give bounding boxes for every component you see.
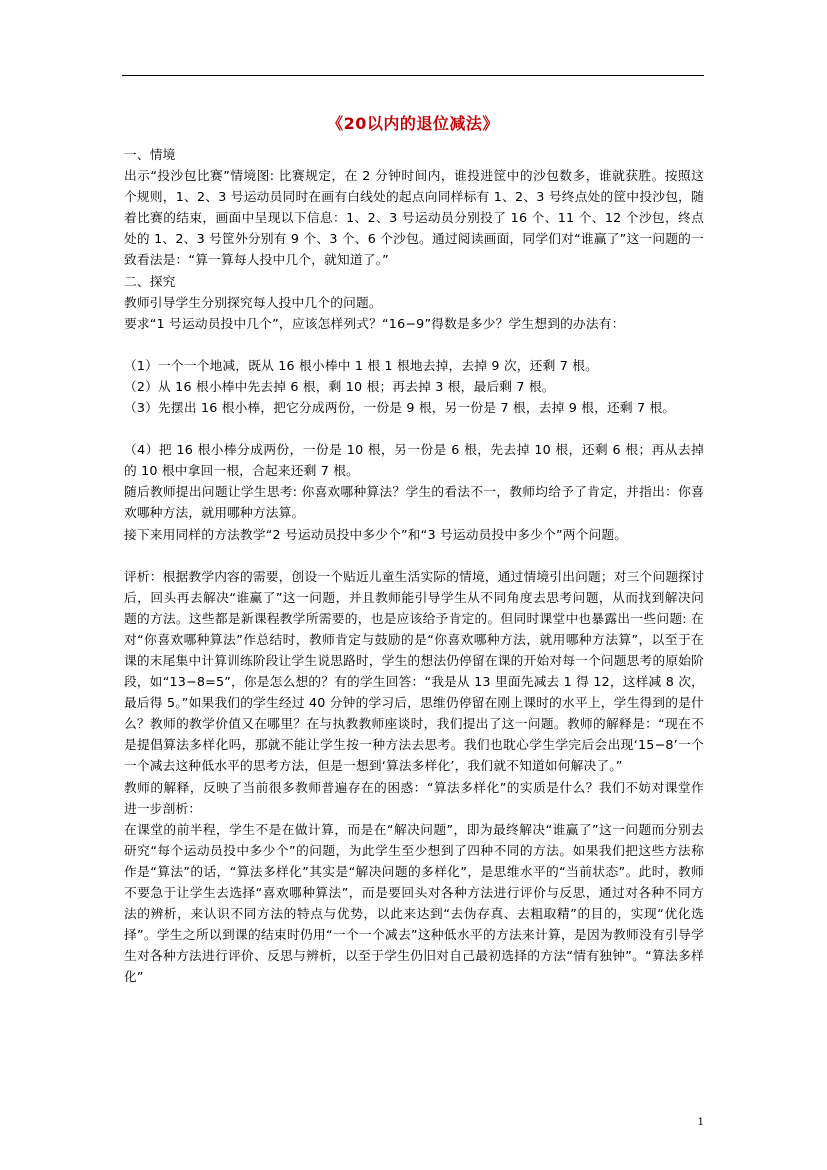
- page-number: 1: [697, 1117, 704, 1128]
- follow-up-paragraph: 随后教师提出问题让学生思考: 你喜欢哪种算法？学生的看法不一，教师均给予了肯定，并指出：你喜欢哪种方法，就用哪种方法算。: [124, 484, 704, 521]
- document-title: 《20以内的退位减法》: [327, 114, 499, 133]
- next-step-paragraph: 接下来用同样的方法教学“2 号运动员投中多少个”和“3 号运动员投中多少个”两个问题。: [124, 526, 628, 542]
- explore-intro: 教师引导学生分别探究每人投中几个的问题。: [124, 294, 382, 310]
- review-paragraph-1: 评析：根据教学内容的需要，创设一个贴近儿童生活实际的情境，通过情境引出问题；对三个问题探讨后，回头再去解决“谁赢了”这一问题，并且教师能引导学生从不同角度去思考问题，从而找到解决问题的方法。这些都是新课程教学所需要的，也是应该给予肯定的。但同时课堂中也暴露出一些问题: 在对“你喜欢哪种算法”作总结时，教师肯定与鼓励的是“你喜欢哪种方法，就用哪种方法算”，以至于在课的末尾集中计算训练阶段让学生说思路时，学生的想法仍停留在课的开始对每一个问题思考的原始阶段，如“13−8=5”，你是怎么想的？有的学生回答：“我是从 13 里面先减去 1 得 12，这样减 8 次，最后得 5。”如果我们的学生经过 40 分钟的学习后，思维仍停留在刚上课时的水平上，学生得到的是什么？教师的教学价值又在哪里？在与执教教师座谈时，我们提出了这一问题。教师的解释是：“现在不是提倡算法多样化吗，那就不能让学生按一种方法去思考。我们也耽心学生学完后会出现‘15−8’一个一个减去这种低水平的思考方法，但是一想到‘算法多样化’，我们就不知道如何解决了。”: [124, 568, 704, 774]
- review-paragraph-2: 教师的解释，反映了当前很多教师普遍存在的困惑：“算法多样化”的实质是什么？我们不妨对课堂作进一步剖析：: [124, 779, 704, 816]
- explore-question: 要求“1 号运动员投中几个”，应该怎样列式？“16−9”得数是多少？学生想到的办法有：: [124, 315, 625, 331]
- method-4: （4）把 16 根小棒分成两份，一份是 10 根，另一份是 6 根，先去掉 10 根，还剩 6 根；再从去掉的 10 根中拿回一根，合起来还剩 7 根。: [124, 442, 704, 479]
- method-3: （3）先摆出 16 根小棒，把它分成两份，一份是 9 根，另一份是 7 根，去掉 9 根，还剩 7 根。: [124, 400, 676, 416]
- method-1: （1）一个一个地减，既从 16 根小棒中 1 根 1 根地去掉，去掉 9 次，还剩 7 根。: [124, 357, 598, 373]
- situation-heading: 一、情境: [124, 147, 176, 162]
- explore-heading: 二、探究: [124, 273, 176, 289]
- situation-paragraph: 出示“投沙包比赛”情境图: 比赛规定，在 2 分钟时间内，谁投进筐中的沙包数多，谁就获胜。按照这个规则，1、2、3 号运动员同时在画有白线处的起点向同样标有 1、2、3 号终点处的筐中投沙包，随着比赛的结束，画面中呈现以下信息：1、2、3 号运动员分别投了 16 个、11 个、12 个沙包，终点处的 1、2、3 号筐外分别有 9 个、3 个、6 个沙包。通过阅读画面，同学们对“谁赢了”这一问题的一致看法是：“算一算每人投中几个，就知道了。”: [124, 168, 704, 268]
- method-2: （2）从 16 根小棒中先去掉 6 根，剩 10 根；再去掉 3 根，最后剩 7 根。: [124, 378, 555, 394]
- paragraph-gap: [124, 334, 704, 355]
- review-paragraph-3: 在课堂的前半程，学生不是在做计算，而是在“解决问题”，即为最终解决“谁赢了”这一问题而分别去研究“每个运动员投中多少个”的问题，为此学生至少想到了四种不同的方法。如果我们把这些方法称作是“算法”的话，“算法多样化”其实是“解决问题的多样化”，是思维水平的“当前状态”。此时，教师不要急于让学生去选择“喜欢哪种算法”，而是要回头对各种方法进行评价与反思，通过对各种不同方法的辨析，来认识不同方法的特点与优势，以此来达到“去伪存真、去粗取精”的目的，实现“优化选择”。学生之所以到课的结束时仍用“一个一个减去”这种低水平的方法来计算，是因为教师没有引导学生对各种方法进行评价、反思与辨析，以至于学生仍旧对自己最初选择的方法“情有独钟”。“算法多样化”: [124, 821, 704, 985]
- paragraph-gap: [124, 545, 704, 566]
- paragraph-gap: [124, 418, 704, 439]
- header-rule: [122, 75, 704, 76]
- document-body: [124, 144, 704, 987]
